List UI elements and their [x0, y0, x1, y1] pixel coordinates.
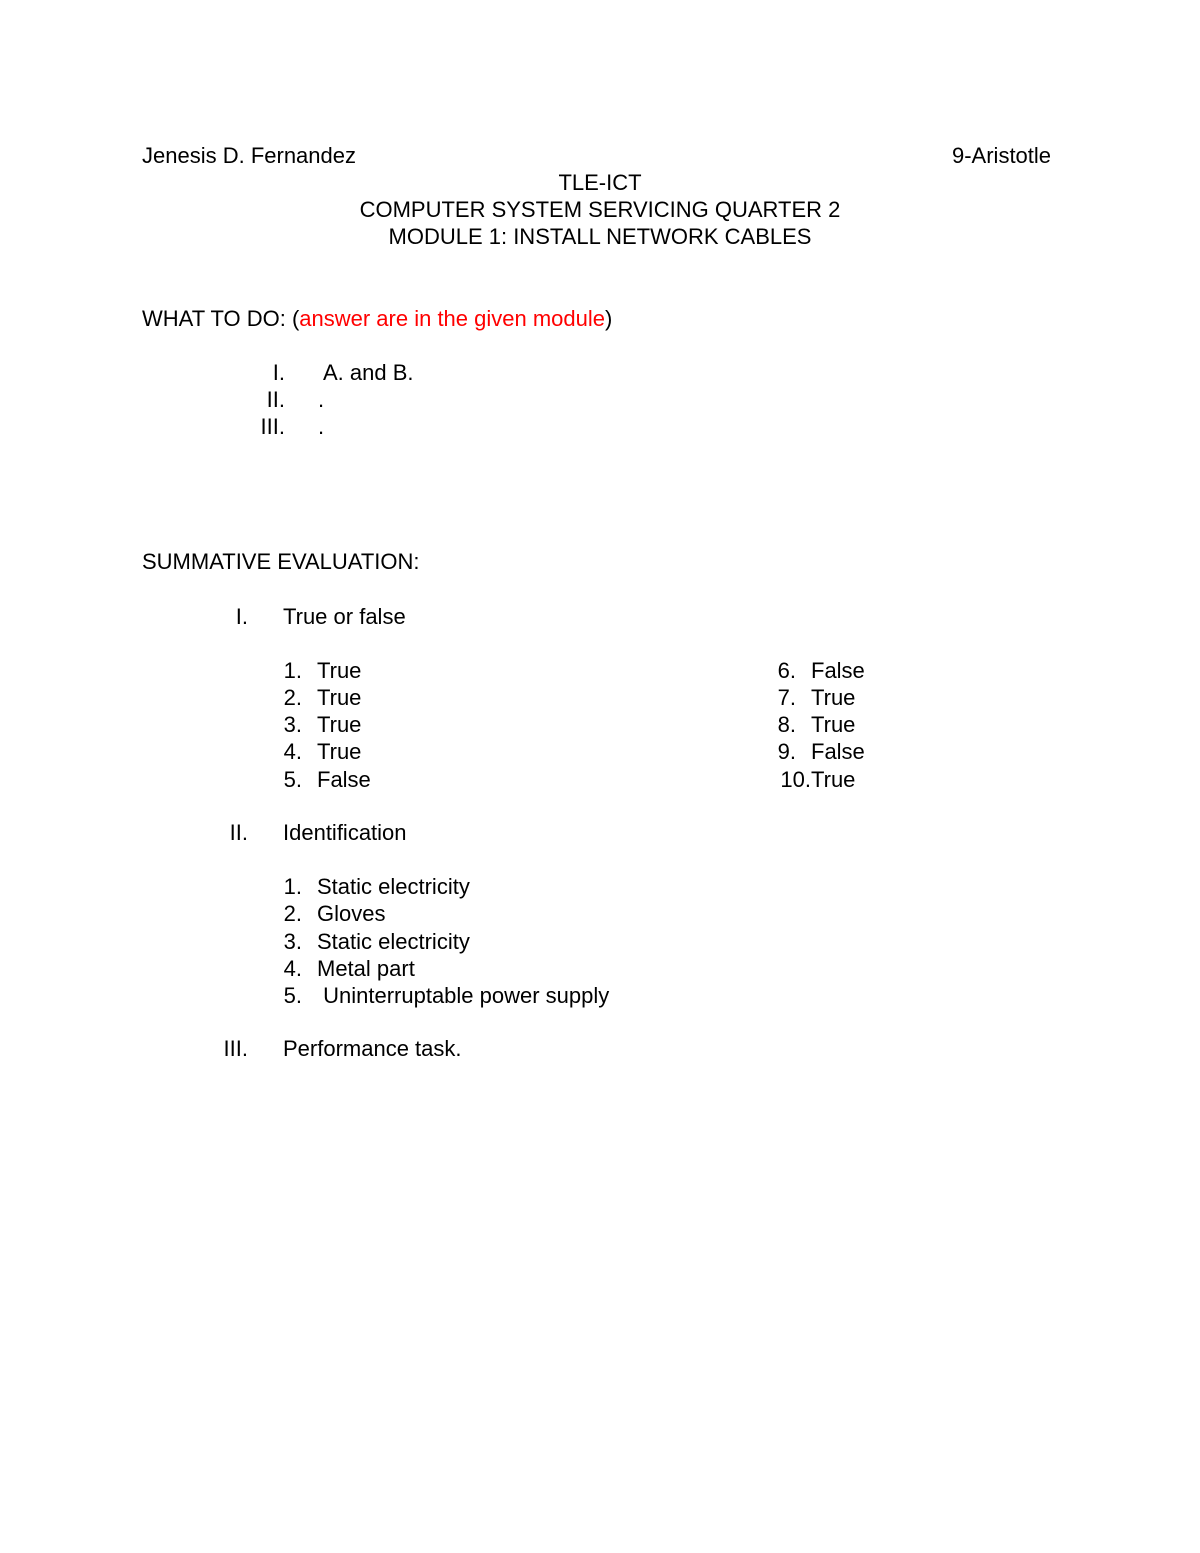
id-answer: Static electricity [317, 874, 470, 899]
tf-answer: True [317, 658, 362, 683]
section-numeral: II. [229, 820, 248, 845]
section-title: Performance task. [283, 1036, 462, 1061]
tf-number: 4. [283, 739, 302, 764]
id-number: 2. [283, 901, 302, 926]
section-title: True or false [283, 604, 406, 629]
tf-answer: True [811, 712, 856, 737]
tf-number: 3. [283, 712, 302, 737]
id-answer: Gloves [317, 901, 386, 926]
tf-number: 1. [283, 658, 302, 683]
id-answer: Static electricity [317, 929, 470, 954]
tf-number: 7. [777, 685, 796, 710]
tf-answer: True [811, 685, 856, 710]
subject-title: TLE-ICT [558, 170, 642, 195]
id-number: 5. [283, 983, 302, 1008]
tf-answer: True [317, 739, 362, 764]
what-to-do-numeral: II. [266, 387, 285, 412]
id-number: 4. [283, 956, 302, 981]
student-name: Jenesis D. Fernandez [142, 143, 356, 168]
what-to-do-heading [142, 306, 612, 332]
id-answer: Metal part [317, 956, 415, 981]
what-to-do-numeral: I. [272, 360, 285, 385]
summative-title: SUMMATIVE EVALUATION: [142, 549, 420, 574]
tf-answer: False [317, 767, 371, 792]
what-to-do-answer: A. and B. [323, 360, 414, 385]
tf-number: 6. [777, 658, 796, 683]
what-to-do-numeral: III. [260, 414, 285, 439]
id-number: 1. [283, 874, 302, 899]
section-numeral: I. [235, 604, 248, 629]
tf-answer: True [317, 712, 362, 737]
what-to-do-answer: . [318, 387, 325, 412]
course-title: COMPUTER SYSTEM SERVICING QUARTER 2 [359, 197, 841, 222]
section-name: 9-Aristotle [952, 143, 1052, 168]
tf-number: 5. [283, 767, 302, 792]
what-to-do-close: ) [605, 306, 613, 331]
id-answer: Uninterruptable power supply [317, 983, 610, 1008]
section-title: Identification [283, 820, 407, 845]
tf-number: 2. [283, 685, 302, 710]
what-to-do-note: answer are in the given module [299, 306, 605, 331]
module-title: MODULE 1: INSTALL NETWORK CABLES [388, 224, 812, 249]
tf-answer: True [811, 767, 856, 792]
tf-answer: False [811, 658, 865, 683]
tf-number: 10. [780, 767, 811, 792]
section-numeral: III. [223, 1036, 248, 1061]
tf-answer: False [811, 739, 865, 764]
tf-number: 8. [777, 712, 796, 737]
what-to-do-answer: . [318, 414, 325, 439]
id-number: 3. [283, 929, 302, 954]
tf-number: 9. [777, 739, 796, 764]
tf-answer: True [317, 685, 362, 710]
what-to-do-label: WHAT TO DO: ( [142, 306, 300, 331]
